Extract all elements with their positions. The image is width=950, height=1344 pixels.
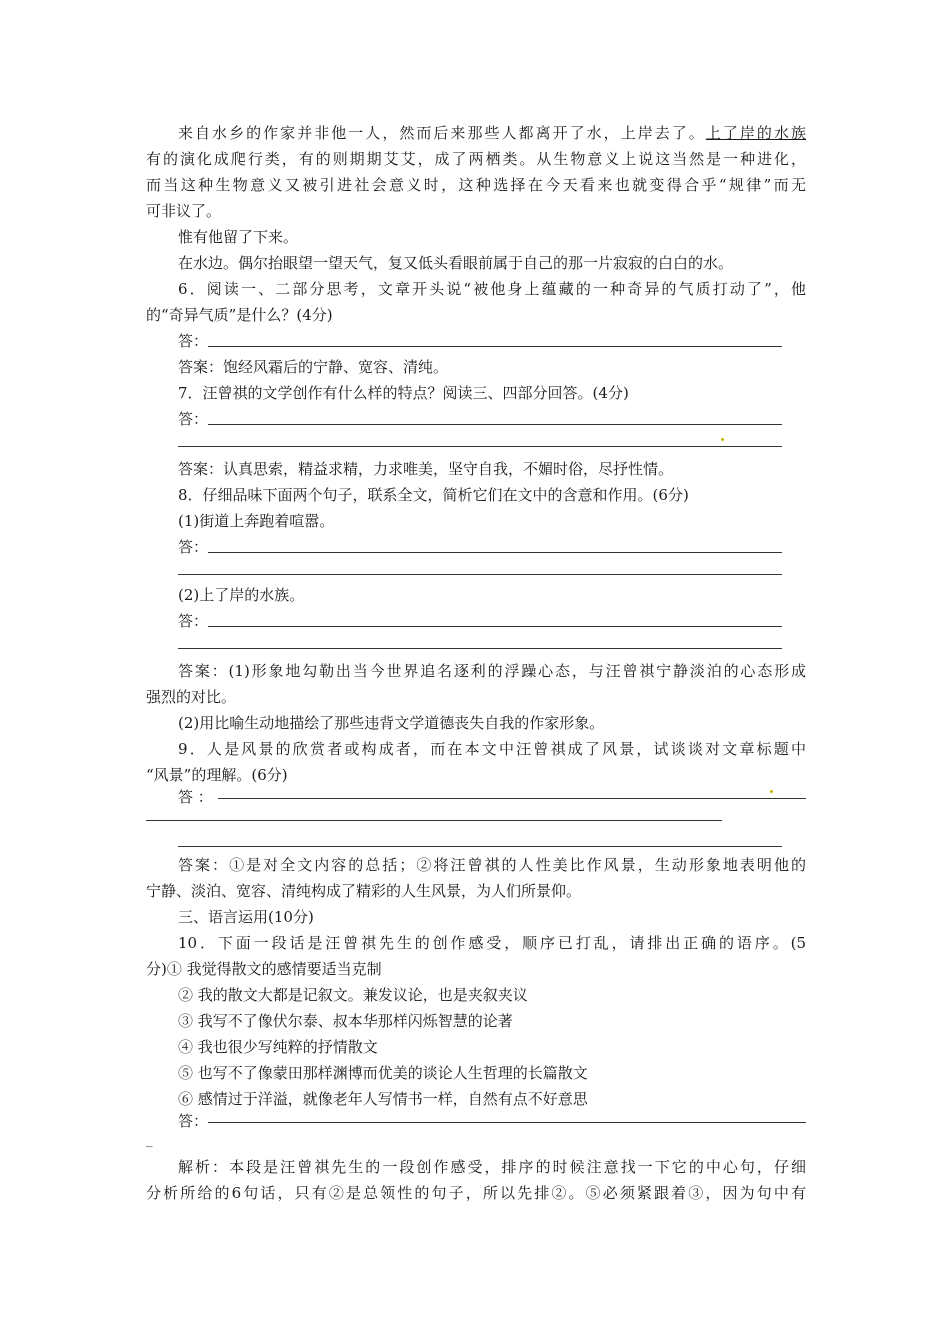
q7-answer-line-1[interactable] — [208, 424, 782, 425]
q8-answer-line-2b[interactable] — [178, 648, 782, 649]
q10-analysis-line1: 解析：本段是汪曾祺先生的一段创作感受，排序的时候注意找一下它的中心句，仔细 — [178, 1158, 806, 1176]
passage-p2: 惟有他留了下来。 — [178, 228, 299, 246]
passage-text: 来自水乡的作家并非他一人，然而后来那些人都离开了水，上岸去了。 — [178, 124, 706, 142]
section3-title: 三、语言运用(10分) — [178, 908, 314, 926]
q7-answer-label: 答： — [178, 410, 209, 428]
scan-speck — [721, 438, 724, 441]
q7-line1: 7．汪曾祺的文学创作有什么样的特点？阅读三、四部分回答。(4分) — [178, 384, 629, 402]
q6-line2: 的“奇异气质”是什么？(4分) — [146, 306, 333, 324]
q8-answer-label-2: 答： — [178, 612, 209, 630]
q9-answer-line-1[interactable] — [218, 798, 806, 799]
q8-answer-line2: 强烈的对比。 — [146, 688, 237, 706]
q10-line1: 10．下面一段话是汪曾祺先生的创作感受，顺序已打乱，请排出正确的语序。(5 — [178, 934, 806, 952]
q8-answer-label-1: 答： — [178, 538, 209, 556]
q10-sentence-5: ⑤ 也写不了像蒙田那样渊博而优美的谈论人生哲理的长篇散文 — [178, 1064, 588, 1082]
passage-p1-line2: 有的演化成爬行类，有的则期期艾艾，成了两栖类。从生物意义上说这当然是一种进化， — [146, 150, 806, 168]
q10-sentence-4: ④ 我也很少写纯粹的抒情散文 — [178, 1038, 378, 1056]
q10-line2: 分)① 我觉得散文的感情要适当克制 — [146, 960, 382, 978]
q8-answer-line-1b[interactable] — [178, 574, 782, 575]
q8-sub2: (2)上了岸的水族。 — [178, 586, 305, 604]
q7-answer: 答案：认真思索，精益求精，力求唯美，坚守自我，不媚时俗，尽抒性情。 — [178, 460, 674, 478]
q10-answer-trail: _ — [146, 1133, 153, 1148]
q6-line1: 6．阅读一、二部分思考，文章开头说“被他身上蕴藏的一种奇异的气质打动了”，他 — [178, 280, 806, 298]
q10-sentence-6: ⑥ 感情过于洋溢，就像老年人写情书一样，自然有点不好意思 — [178, 1090, 588, 1108]
passage-p3: 在水边。偶尔抬眼望一望天气，复又低头看眼前属于自己的那一片寂寂的白白的水。 — [178, 254, 734, 272]
q6-answer-line[interactable] — [208, 346, 782, 347]
q10-answer-label: 答： — [178, 1112, 209, 1130]
passage-p1-line4: 可非议了。 — [146, 202, 222, 220]
q9-answer-line-3[interactable] — [178, 846, 782, 847]
q9-answer-label: 答 ： — [178, 788, 213, 806]
q10-sentence-2: ② 我的散文大都是记叙文。兼发议论，也是夹叙夹议 — [178, 986, 528, 1004]
q9-line1: 9．人是风景的欣赏者或构成者，而在本文中汪曾祺成了风景，试谈谈对文章标题中 — [178, 740, 806, 758]
passage-p1-line1 — [178, 123, 806, 143]
q10-answer-line[interactable] — [208, 1122, 806, 1123]
passage-p1-line3: 而当这种生物意义又被引进社会意义时，这种选择在今天看来也就变得合乎“规律”而无 — [146, 176, 806, 194]
q6-answer: 答案：饱经风霜后的宁静、宽容、清纯。 — [178, 358, 449, 376]
q9-answer-line-2[interactable] — [146, 820, 722, 821]
q9-answer-line1: 答案：①是对全文内容的总括；②将汪曾祺的人性美比作风景，生动形象地表明他的 — [178, 856, 806, 874]
q8-sub1: (1)街道上奔跑着喧嚣。 — [178, 512, 335, 530]
q8-answer-line-1a[interactable] — [208, 552, 782, 553]
q10-sentence-3: ③ 我写不了像伏尔泰、叔本华那样闪烁智慧的论著 — [178, 1012, 513, 1030]
underlined-phrase: 上了岸的水族 — [705, 124, 806, 142]
q9-answer-line2: 宁静、淡泊、宽容、清纯构成了精彩的人生风景，为人们所景仰。 — [146, 882, 582, 900]
q8-line1: 8．仔细品味下面两个句子，联系全文，简析它们在文中的含意和作用。(6分) — [178, 486, 689, 504]
q6-answer-label: 答： — [178, 332, 209, 350]
q8-answer-line3: (2)用比喻生动地描绘了那些违背文学道德丧失自我的作家形象。 — [178, 714, 605, 732]
q9-line2: “风景”的理解。(6分) — [146, 766, 288, 784]
q7-answer-line-2[interactable] — [178, 446, 782, 447]
q8-answer-line-2a[interactable] — [208, 626, 782, 627]
scan-speck — [770, 790, 773, 793]
q8-answer-line1: 答案：(1)形象地勾勒出当今世界追名逐利的浮躁心态，与汪曾祺宁静淡泊的心态形成 — [178, 662, 806, 680]
q10-analysis-line2: 分析所给的6句话，只有②是总领性的句子，所以先排②。⑤必须紧跟着③，因为句中有 — [146, 1184, 806, 1202]
